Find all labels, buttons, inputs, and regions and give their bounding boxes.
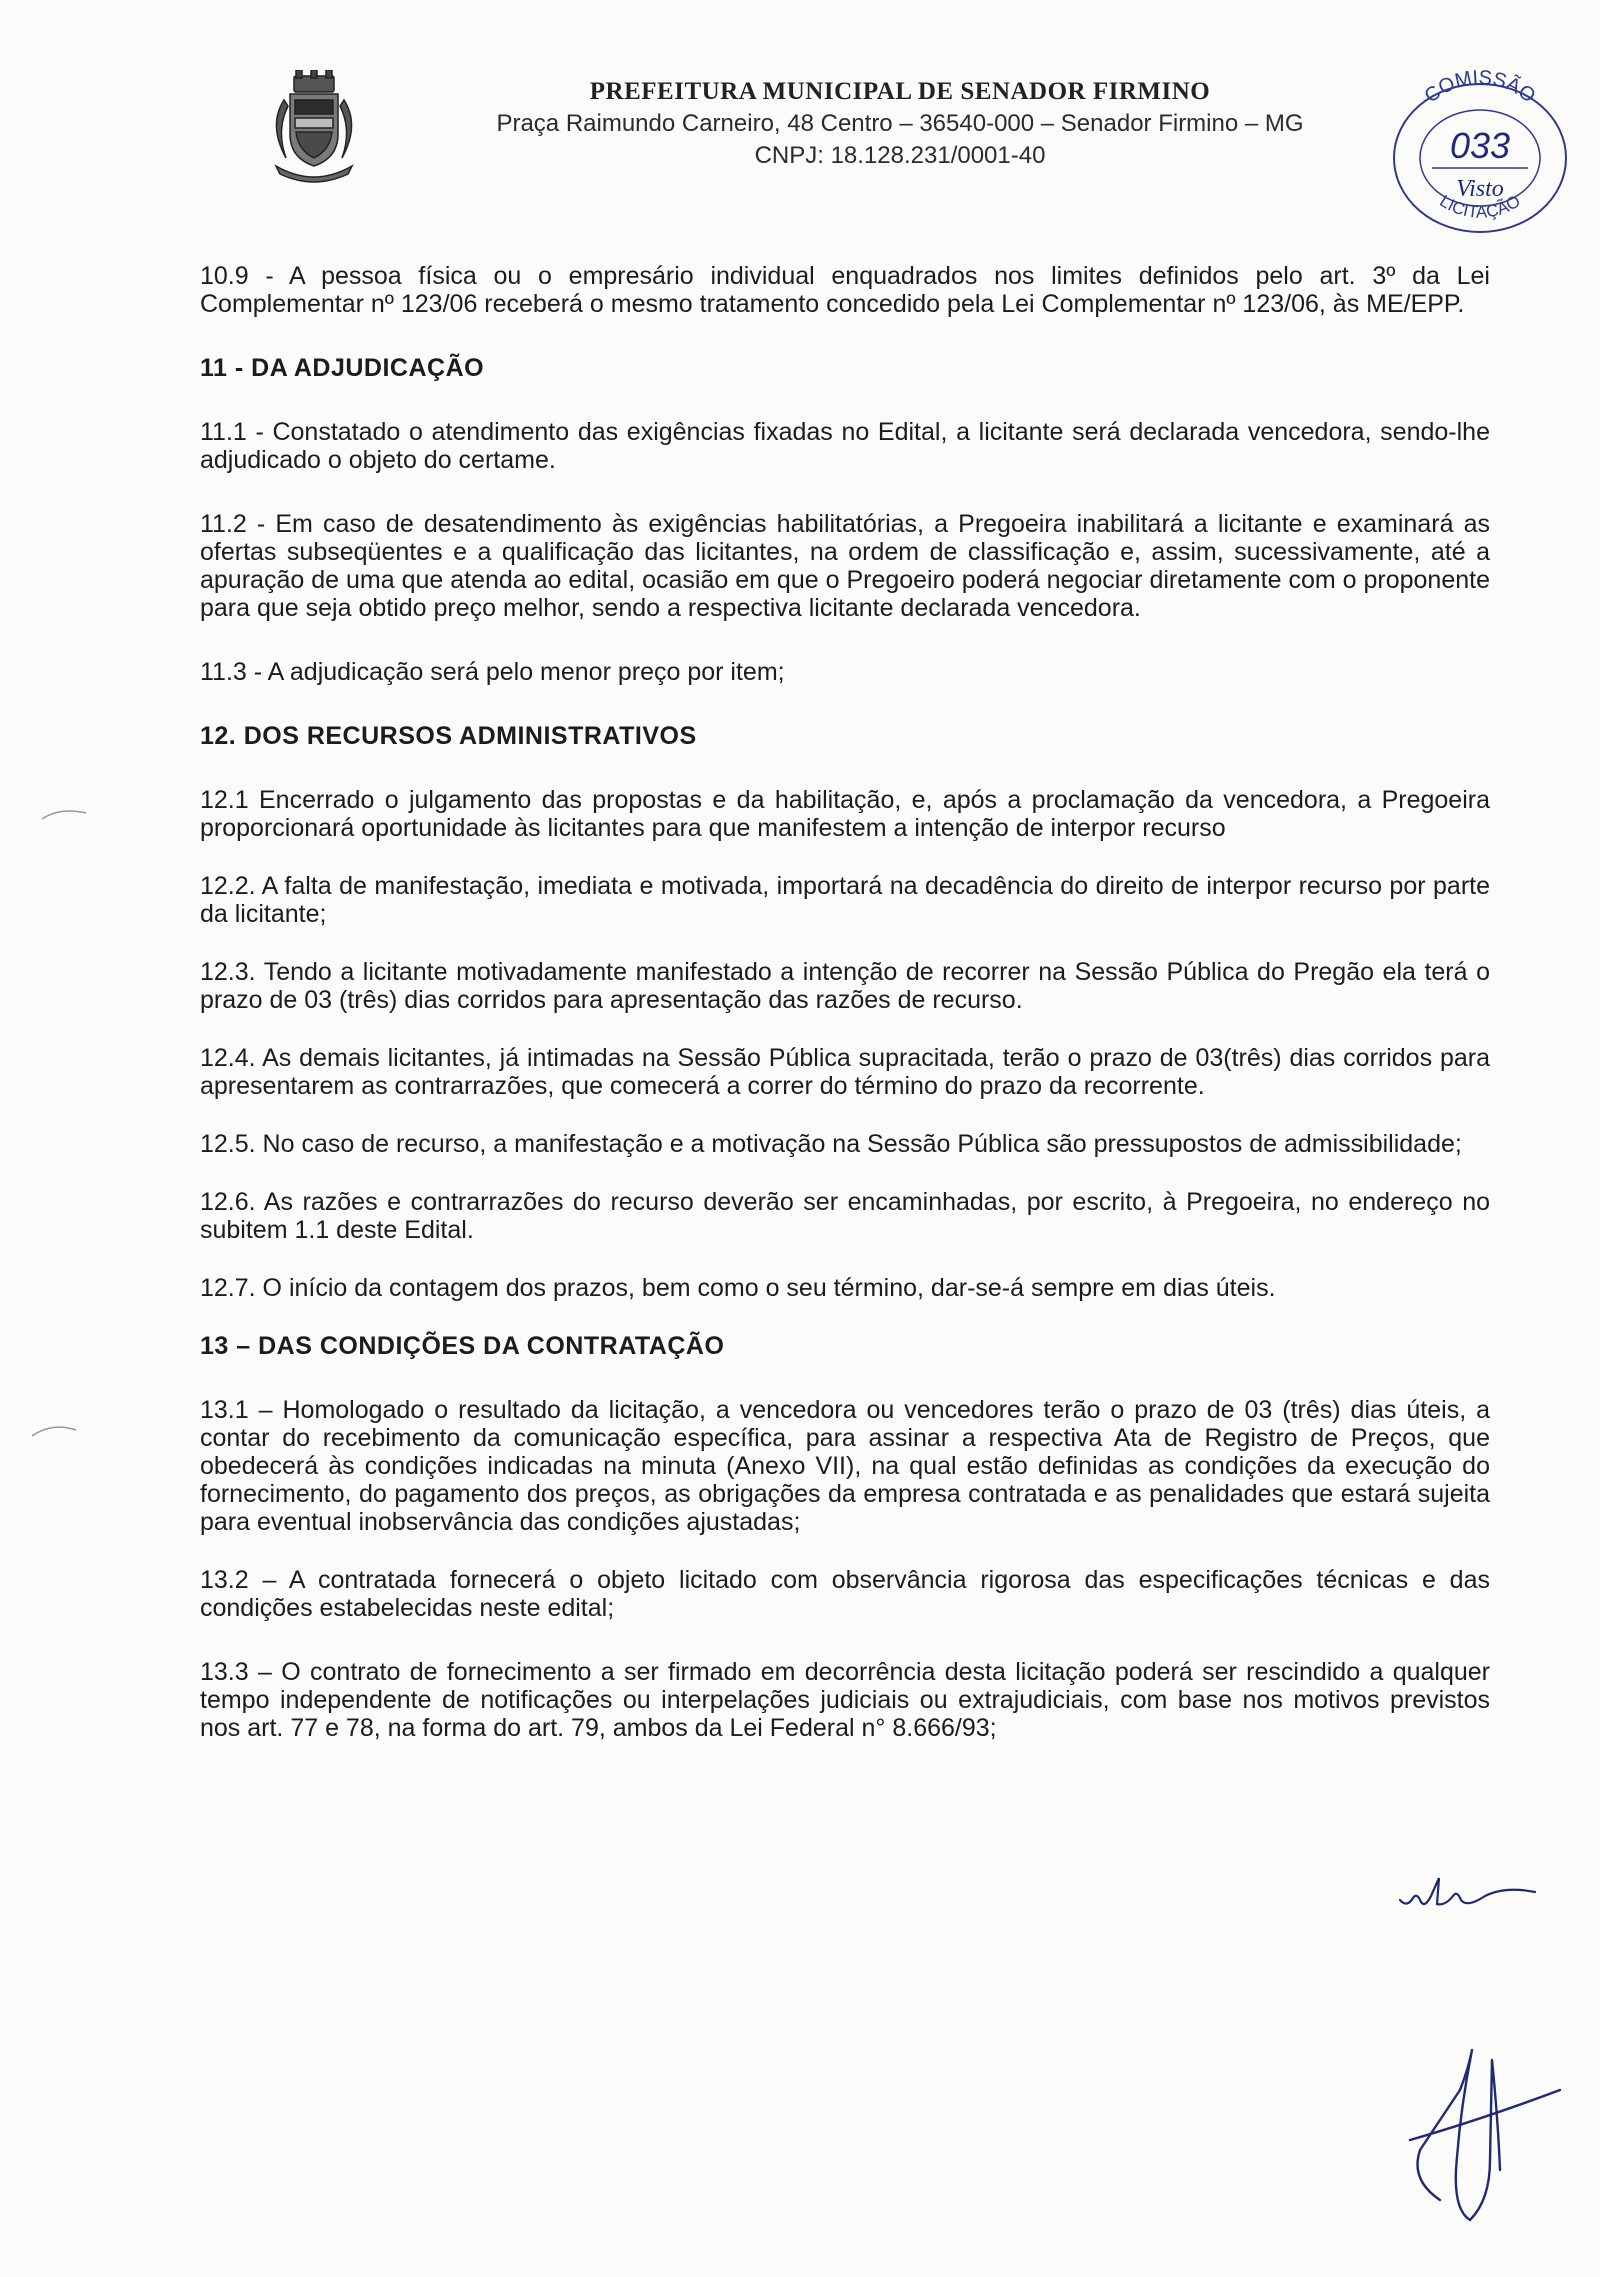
letterhead-text <box>420 78 1380 170</box>
institution-address: Praça Raimundo Carneiro, 48 Centro – 36540-000 – Senador Firmino – MG <box>496 110 1304 137</box>
scan-artifact <box>40 805 90 825</box>
clause-12-1: 12.1 Encerrado o julgamento das propostas e da habilitação, e, após a proclamação da vencedora, a Pregoeira proporcionará oportunidade às licitantes para que manifestem a intenção de interpor recurso <box>200 786 1490 842</box>
handwritten-initials <box>1395 1870 1545 1915</box>
section-12-title: 12. DOS RECURSOS ADMINISTRATIVOS <box>200 722 697 750</box>
stamp-bottom-text: LICITAÇÃO <box>1436 191 1524 222</box>
clause-12-4: 12.4. As demais licitantes, já intimadas na Sessão Pública supracitada, terão o prazo de 03(três) dias corridos para apresentarem as contrarrazões, que comecerá a correr do término do prazo da recorrente. <box>200 1044 1490 1100</box>
document-body <box>200 262 1490 1742</box>
letterhead <box>0 0 1600 222</box>
scan-artifact <box>30 1420 80 1440</box>
clause-13-1: 13.1 – Homologado o resultado da licitação, a vencedora ou vencedores terão o prazo de 03 (três) dias úteis, a contar do recebimento da comunicação específica, para assinar a respectiva Ata de Registro de Preços, que obedecerá às condições indicadas na minuta (Anexo VII), na qual estão definidas as condições da execução do fornecimento, do pagamento dos preços, as obrigações da empresa contratada e as penalidades que estará sujeita para eventual inobservância das condições ajustadas; <box>200 1396 1490 1536</box>
handwritten-signature <box>1380 2030 1580 2230</box>
clause-11-2: 11.2 - Em caso de desatendimento às exigências habilitatórias, a Pregoeira inabilitará a licitante e examinará as ofertas subseqüentes e a qualificação das licitantes, na ordem de classificação e, assim, sucessivamente, até a apuração de uma que atenda ao edital, ocasião em que o Pregoeiro poderá negociar diretamente com o proponente para que seja obtido preço melhor, sendo a respectiva licitante declarada vencedora. <box>200 510 1490 622</box>
municipal-coat-of-arms-icon <box>262 70 366 188</box>
section-13-title: 13 – DAS CONDIÇÕES DA CONTRATAÇÃO <box>200 1332 725 1360</box>
clause-13-2: 13.2 – A contratada fornecerá o objeto licitado com observância rigorosa das especificações técnicas e das condições estabelecidas neste edital; <box>200 1566 1490 1622</box>
clause-10-9: 10.9 - A pessoa física ou o empresário individual enquadrados nos limites definidos pelo art. 3º da Lei Complementar nº 123/06 receberá o mesmo tratamento concedido pela Lei Complementar nº 123/06, às ME/EPP. <box>200 262 1490 318</box>
stamp-page-number: 033 <box>1449 125 1511 166</box>
clause-12-2: 12.2. A falta de manifestação, imediata e motivada, importará na decadência do direito de interpor recurso por parte da licitante; <box>200 872 1490 928</box>
clause-12-5: 12.5. No caso de recurso, a manifestação e a motivação na Sessão Pública são pressupostos de admissibilidade; <box>200 1130 1462 1158</box>
commission-stamp <box>1380 62 1580 242</box>
stamp-top-text: COMISSÃO <box>1420 66 1540 108</box>
stamp-visto: Visto <box>1456 176 1504 202</box>
clause-13-3: 13.3 – O contrato de fornecimento a ser firmado em decorrência desta licitação poderá ser rescindido a qualquer tempo independente de notificações ou interpelações judiciais ou extrajudiciais, com base nos motivos previstos nos art. 77 e 78, na forma do art. 79, ambos da Lei Federal n° 8.666/93; <box>200 1658 1490 1742</box>
section-11-title: 11 - DA ADJUDICAÇÃO <box>200 354 485 382</box>
clause-11-3: 11.3 - A adjudicação será pelo menor preço por item; <box>200 658 785 686</box>
clause-11-1: 11.1 - Constatado o atendimento das exigências fixadas no Edital, a licitante será declarada vencedora, sendo-lhe adjudicado o objeto do certame. <box>200 418 1490 474</box>
institution-name: PREFEITURA MUNICIPAL DE SENADOR FIRMINO <box>589 78 1211 105</box>
institution-cnpj: CNPJ: 18.128.231/0001-40 <box>754 142 1046 169</box>
clause-12-3: 12.3. Tendo a licitante motivadamente manifestado a intenção de recorrer na Sessão Pública do Pregão ela terá o prazo de 03 (três) dias corridos para apresentação das razões de recurso. <box>200 958 1490 1014</box>
clause-12-6: 12.6. As razões e contrarrazões do recurso deverão ser encaminhadas, por escrito, à Pregoeira, no endereço no subitem 1.1 deste Edital. <box>200 1188 1490 1244</box>
clause-12-7: 12.7. O início da contagem dos prazos, bem como o seu término, dar-se-á sempre em dias úteis. <box>200 1274 1276 1302</box>
